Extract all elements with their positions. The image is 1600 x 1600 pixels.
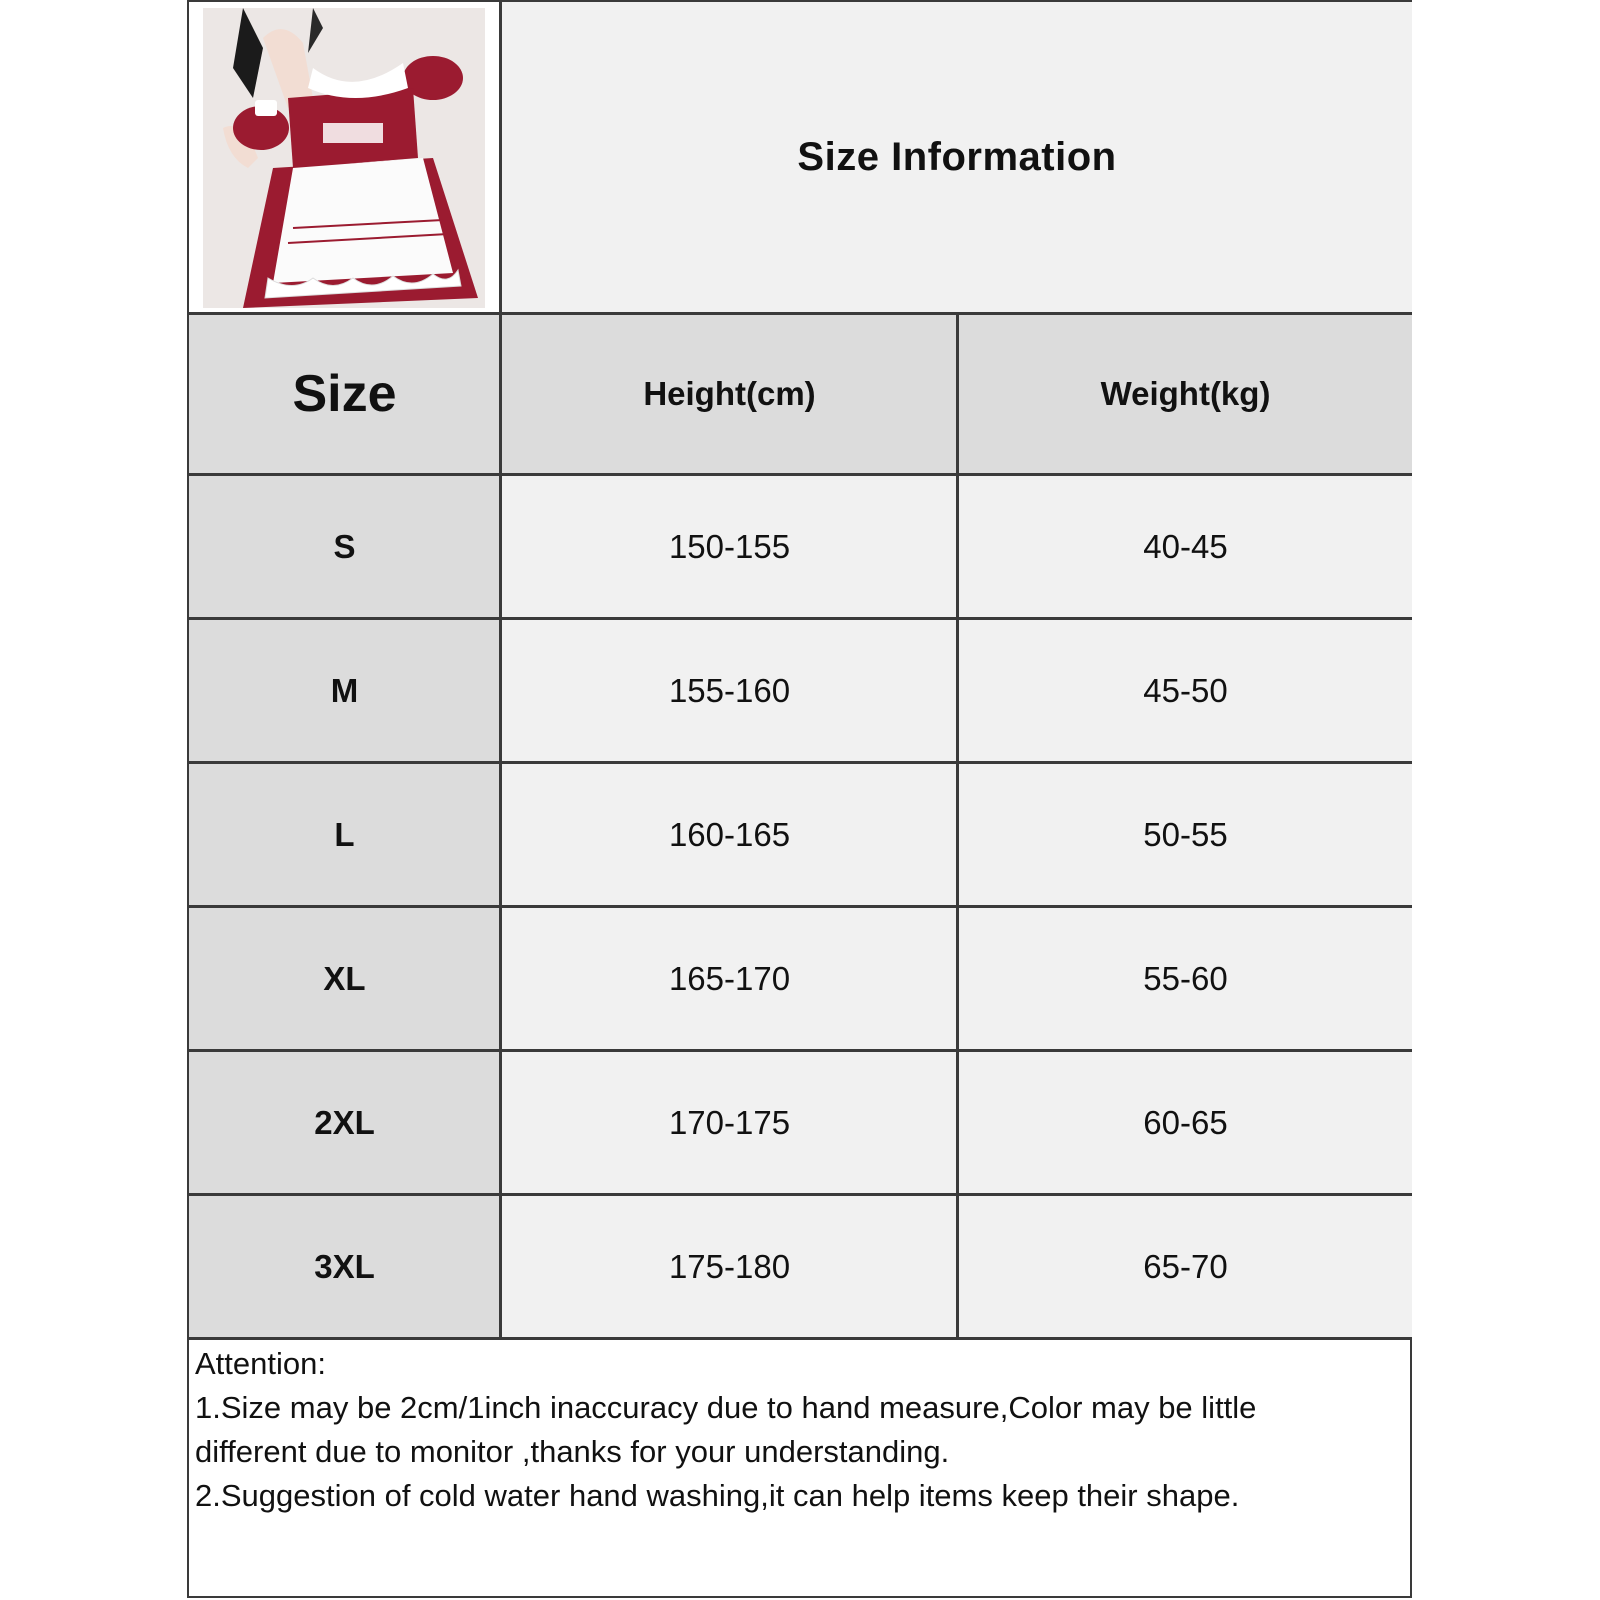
size-label: S <box>333 527 356 565</box>
table-row-size <box>189 764 500 905</box>
page-title: Size Information <box>797 134 1117 179</box>
table-row-weight <box>959 764 1412 905</box>
size-label: 3XL <box>314 1247 375 1285</box>
weight-value: 45-50 <box>1143 671 1228 709</box>
title-cell <box>502 2 1412 312</box>
grid-divider <box>189 473 1412 476</box>
height-value: 175-180 <box>668 1247 791 1285</box>
column-header-size-label: Size <box>292 365 397 423</box>
grid-divider <box>189 617 1412 620</box>
grid-divider <box>189 761 1412 764</box>
attention-heading: Attention: <box>195 1346 326 1381</box>
table-row-height <box>502 476 957 617</box>
column-header-weight-label: Weight(kg) <box>1100 375 1271 412</box>
attention-note-1b: different due to monitor ,thanks for your understanding. <box>195 1434 950 1469</box>
table-row-height <box>502 1196 957 1337</box>
table-row-weight <box>959 1052 1412 1193</box>
grid-divider <box>189 1193 1412 1196</box>
grid-divider <box>956 313 959 1340</box>
table-row-size <box>189 1052 500 1193</box>
height-value: 170-175 <box>668 1103 791 1141</box>
weight-value: 40-45 <box>1143 527 1228 565</box>
table-row-size <box>189 476 500 617</box>
column-header-height-label: Height(cm) <box>643 375 816 412</box>
height-value: 155-160 <box>668 671 791 709</box>
table-row-weight <box>959 1196 1412 1337</box>
attention-note-1a: 1.Size may be 2cm/1inch inaccuracy due to hand measure,Color may be little <box>195 1390 1257 1425</box>
grid-divider <box>189 1337 1412 1340</box>
table-row-weight <box>959 908 1412 1049</box>
grid-divider <box>189 905 1412 908</box>
column-header-weight <box>959 315 1412 473</box>
size-chart <box>187 0 1412 1598</box>
column-header-size <box>189 315 500 473</box>
table-row-height <box>502 764 957 905</box>
table-row-size <box>189 1196 500 1337</box>
table-row-size <box>189 908 500 1049</box>
table-row-weight <box>959 620 1412 761</box>
weight-value: 65-70 <box>1143 1247 1228 1285</box>
size-label: XL <box>323 959 366 997</box>
grid-divider <box>499 2 502 1340</box>
column-header-height <box>502 315 957 473</box>
attention-note-2: 2.Suggestion of cold water hand washing,it can help items keep their shape. <box>195 1478 1240 1513</box>
table-row-size <box>189 620 500 761</box>
size-label: 2XL <box>314 1103 375 1141</box>
weight-value: 50-55 <box>1143 815 1228 853</box>
size-label: M <box>330 671 359 709</box>
weight-value: 55-60 <box>1143 959 1228 997</box>
dress-photo-icon <box>203 8 485 308</box>
table-row-height <box>502 620 957 761</box>
table-row-height <box>502 1052 957 1193</box>
size-label: L <box>334 815 355 853</box>
grid-divider <box>189 312 1412 315</box>
grid-divider <box>189 1049 1412 1052</box>
height-value: 150-155 <box>668 527 791 565</box>
weight-value: 60-65 <box>1143 1103 1228 1141</box>
height-value: 165-170 <box>668 959 791 997</box>
height-value: 160-165 <box>668 815 791 853</box>
product-photo-cell <box>189 2 500 312</box>
table-row-height <box>502 908 957 1049</box>
attention-notes <box>195 1342 1395 1518</box>
table-row-weight <box>959 476 1412 617</box>
